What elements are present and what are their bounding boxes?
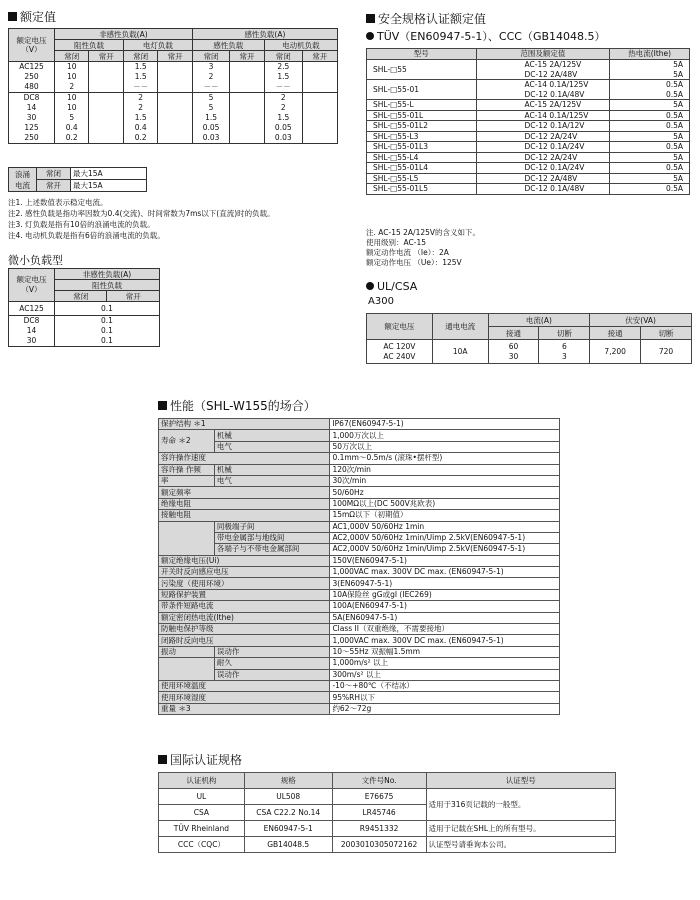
cert-model-all: 适用于记载在SHL上的所有型号。 bbox=[426, 821, 615, 837]
perf-label: 接触电阻 bbox=[159, 510, 330, 521]
perf-value: 150V(EN60947-5-1) bbox=[330, 555, 560, 566]
safety-model: SHL-□55 bbox=[367, 60, 477, 80]
safety-range bbox=[476, 60, 610, 80]
safety-ithe bbox=[610, 110, 690, 121]
perf-sublabel: 带电金属部与地线间 bbox=[214, 532, 330, 543]
ul-col-make: 接通 bbox=[488, 327, 539, 340]
micro-col-voltage: 额定电压 （V） bbox=[9, 269, 55, 302]
col-ithe: 热电流(Ithe) bbox=[610, 49, 690, 60]
cert-org: UL bbox=[159, 789, 245, 805]
safety-row bbox=[367, 131, 690, 142]
perf-label: 绝缘电阻 bbox=[159, 498, 330, 509]
perf-label: 保护结构 ＊1 bbox=[159, 419, 330, 430]
safety-model: SHL-□55-01L2 bbox=[367, 121, 477, 132]
perf-row bbox=[159, 589, 560, 600]
inrush-no: 常开 bbox=[37, 180, 71, 192]
perf-value: 120次/min bbox=[330, 464, 560, 475]
ac-col-4: 3 2 －－ bbox=[192, 62, 229, 93]
safety-subtitle: TÜV（EN60947-5-1）、CCC（GB14048.5） bbox=[366, 30, 606, 44]
perf-title: 性能（SHL-W155的场合） bbox=[158, 399, 316, 413]
safety-range bbox=[476, 163, 610, 174]
safety-row bbox=[367, 100, 690, 111]
micro-col-nc: 常闭 bbox=[55, 291, 107, 302]
safety-note-2: 使用级别：AC-15 bbox=[366, 238, 426, 247]
perf-label: 使用环境湿度 bbox=[159, 692, 330, 703]
col-inductive: 感性负载(A) bbox=[192, 29, 337, 40]
ul-col-amp: 电流(A) bbox=[488, 314, 590, 327]
perf-row bbox=[159, 646, 560, 657]
ul-col-va: 伏安(VA) bbox=[590, 314, 692, 327]
ul-col-current: 通电电流 bbox=[432, 314, 488, 340]
safety-table bbox=[366, 48, 690, 195]
perf-label: 重量 ＊3 bbox=[159, 703, 330, 714]
col-resistive: 阻性负载 bbox=[55, 40, 124, 51]
inrush-table-wrap bbox=[8, 167, 147, 192]
safety-range bbox=[476, 100, 610, 111]
square-bullet-icon bbox=[158, 401, 167, 410]
perf-sublabel: 机械 bbox=[214, 430, 330, 441]
perf-value: 约62～72g bbox=[330, 703, 560, 714]
perf-row bbox=[159, 601, 560, 612]
perf-value: 100MΩ以上(DC 500V兆欧表) bbox=[330, 498, 560, 509]
col-no: 常开 bbox=[158, 51, 192, 62]
perf-sublabel: 误动作 bbox=[214, 646, 330, 657]
perf-sublabel: 耐久 bbox=[214, 658, 330, 669]
cert-std: EN60947-5-1 bbox=[244, 821, 332, 837]
perf-value: 100A(EN60947-5-1) bbox=[330, 601, 560, 612]
perf-label: 额定频率 bbox=[159, 487, 330, 498]
perf-row bbox=[159, 567, 560, 578]
cert-title: 国际认证规格 bbox=[158, 753, 242, 767]
note-4: 注4. 电动机负载是指有6倍的浪涌电流的负载。 bbox=[8, 231, 165, 240]
safety-range-line: DC-12 2A/24V bbox=[524, 131, 578, 141]
ul-col-make: 接通 bbox=[590, 327, 641, 340]
perf-label: 率 bbox=[159, 475, 215, 486]
safety-ithe bbox=[610, 152, 690, 163]
safety-model: SHL-□55-01L4 bbox=[367, 163, 477, 174]
ac-col-6: 2.5 1.5 －－ bbox=[264, 62, 302, 93]
perf-row bbox=[159, 669, 560, 680]
safety-ithe bbox=[610, 121, 690, 132]
perf-row bbox=[159, 430, 560, 441]
perf-table-wrap bbox=[158, 418, 560, 715]
perf-value: 300m/s² 以上 bbox=[330, 669, 560, 680]
cert-table-wrap bbox=[158, 772, 616, 853]
perf-row bbox=[159, 544, 560, 555]
perf-label bbox=[159, 658, 215, 681]
dc-col-2: 2 2 1.5 0.4 0.2 bbox=[123, 93, 157, 144]
micro-dc-values: 0.1 0.1 0.1 bbox=[55, 316, 160, 347]
perf-sublabel: 电气 bbox=[214, 441, 330, 452]
cert-std: UL508 bbox=[244, 789, 332, 805]
perf-label: 使用环境温度 bbox=[159, 680, 330, 691]
square-bullet-icon bbox=[8, 12, 17, 21]
rated-table bbox=[8, 28, 338, 144]
rated-notes bbox=[8, 197, 275, 241]
perf-value: 50/60Hz bbox=[330, 487, 560, 498]
note-3: 注3. 灯负载是指有10倍的浪涌电流的负载。 bbox=[8, 220, 155, 229]
safety-model: SHL-□55-L4 bbox=[367, 152, 477, 163]
safety-range bbox=[476, 131, 610, 142]
ac-col-0: 10 10 2 bbox=[55, 62, 89, 93]
perf-value: 95%RH以下 bbox=[330, 692, 560, 703]
col-no: 常开 bbox=[89, 51, 123, 62]
col-range: 范围及额定值 bbox=[476, 49, 610, 60]
safety-model: SHL-□55-01L5 bbox=[367, 184, 477, 195]
perf-value: 50万次以上 bbox=[330, 441, 560, 452]
safety-range-line: AC-15 2A/125V bbox=[524, 100, 582, 109]
safety-ithe-line: 0.5A bbox=[665, 110, 683, 120]
perf-row bbox=[159, 419, 560, 430]
safety-ithe-line: 0.5A bbox=[665, 184, 683, 193]
safety-ithe bbox=[610, 60, 690, 80]
safety-model: SHL-□55-L3 bbox=[367, 131, 477, 142]
perf-sublabel: 各端子与不带电金属部间 bbox=[214, 544, 330, 555]
ac-col-1 bbox=[89, 62, 123, 93]
perf-label: 污染度（使用环境） bbox=[159, 578, 330, 589]
ul-table-wrap bbox=[366, 313, 692, 364]
ul-col-break: 切断 bbox=[539, 327, 590, 340]
safety-row bbox=[367, 110, 690, 121]
perf-row bbox=[159, 475, 560, 486]
ul-va-make: 7,200 bbox=[590, 340, 641, 364]
ul-volts: AC 120V AC 240V bbox=[367, 340, 433, 364]
micro-col-no: 常开 bbox=[107, 291, 160, 302]
dc-col-3 bbox=[158, 93, 192, 144]
perf-value: 3(EN60947-5-1) bbox=[330, 578, 560, 589]
micro-table bbox=[8, 268, 160, 347]
cert-org: CCC（CQC） bbox=[159, 837, 245, 853]
perf-value: 1,000VAC max. 300V DC max. (EN60947-5-1) bbox=[330, 567, 560, 578]
inrush-label: 浪涌 电流 bbox=[9, 168, 37, 192]
col-model: 型号 bbox=[367, 49, 477, 60]
ul-title: UL/CSA bbox=[366, 280, 417, 294]
note-1: 注1. 上述数值表示稳定电流。 bbox=[8, 198, 108, 207]
safety-range-line: DC-12 0.1A/48V bbox=[524, 89, 585, 99]
perf-row bbox=[159, 510, 560, 521]
perf-value: 10A保险丝 gG或gI (IEC269) bbox=[330, 589, 560, 600]
perf-label: 闭路时反向电压 bbox=[159, 635, 330, 646]
safety-range bbox=[476, 80, 610, 100]
micro-dc-voltage: DC8 14 30 bbox=[9, 316, 55, 347]
dc-col-5 bbox=[230, 93, 264, 144]
safety-row bbox=[367, 80, 690, 100]
safety-ithe-line: 5A bbox=[673, 131, 683, 141]
perf-label: 寿命 ＊2 bbox=[159, 430, 215, 453]
perf-row bbox=[159, 624, 560, 635]
rated-title: 额定值 bbox=[8, 10, 56, 24]
perf-label: 振动 bbox=[159, 646, 215, 657]
square-bullet-icon bbox=[158, 755, 167, 764]
dc-col-1 bbox=[89, 93, 123, 144]
col-induct: 感性负载 bbox=[192, 40, 264, 51]
perf-value: 1,000m/s² 以上 bbox=[330, 658, 560, 669]
safety-range bbox=[476, 110, 610, 121]
cert-std: CSA C22.2 No.14 bbox=[244, 805, 332, 821]
micro-ac-value: 0.1 bbox=[55, 302, 160, 316]
perf-row bbox=[159, 658, 560, 669]
perf-sublabel: 机械 bbox=[214, 464, 330, 475]
safety-note-1: 注. AC-15 2A/125V的含义如下。 bbox=[366, 228, 481, 237]
perf-value: -10～+80℃（不结冰） bbox=[330, 680, 560, 691]
perf-label bbox=[159, 521, 215, 555]
safety-ithe-line: 0.5A bbox=[665, 121, 683, 130]
col-noninductive: 非感性负载(A) bbox=[55, 29, 193, 40]
bullet-dot-icon bbox=[366, 32, 374, 40]
perf-row bbox=[159, 453, 560, 464]
perf-sublabel: 误动作 bbox=[214, 669, 330, 680]
inrush-nc-value: 最大15A bbox=[71, 168, 147, 180]
cert-col-org: 认证机构 bbox=[159, 773, 245, 789]
perf-label: 带条件短路电流 bbox=[159, 601, 330, 612]
safety-ithe bbox=[610, 100, 690, 111]
perf-row bbox=[159, 635, 560, 646]
ul-amp-break: 6 3 bbox=[539, 340, 590, 364]
rated-table-wrap bbox=[8, 28, 338, 144]
safety-model: SHL-□55-01L3 bbox=[367, 142, 477, 153]
ac-col-5 bbox=[230, 62, 264, 93]
cert-model-general: 适用于316页记载的一般型。 bbox=[426, 789, 615, 821]
safety-row bbox=[367, 121, 690, 132]
perf-value: 0.1mm～0.5m/s (滚珠•摆杆型) bbox=[330, 453, 560, 464]
cert-table bbox=[158, 772, 616, 853]
safety-ithe-line: 0.5A bbox=[665, 89, 683, 99]
ac-col-3 bbox=[158, 62, 192, 93]
ul-subtitle: A300 bbox=[368, 296, 394, 307]
ac-voltage-cell: AC125 250 480 bbox=[9, 62, 55, 93]
safety-ithe bbox=[610, 173, 690, 184]
safety-ithe-line: 5A bbox=[673, 69, 683, 79]
perf-value: 15mΩ以下（初期值） bbox=[330, 510, 560, 521]
micro-table-wrap bbox=[8, 268, 160, 347]
safety-table-wrap bbox=[366, 48, 690, 195]
safety-range-line: AC-14 0.1A/125V bbox=[524, 110, 589, 120]
micro-ac-voltage: AC125 bbox=[9, 302, 55, 316]
cert-org: CSA bbox=[159, 805, 245, 821]
col-rated-voltage: 额定电压 （V） bbox=[9, 29, 55, 62]
cert-file: LR45746 bbox=[332, 805, 426, 821]
safety-ithe-line: 5A bbox=[673, 152, 683, 162]
perf-row bbox=[159, 498, 560, 509]
cert-col-file: 文件号No. bbox=[332, 773, 426, 789]
safety-ithe-line: 0.5A bbox=[665, 80, 683, 89]
bullet-dot-icon bbox=[366, 282, 374, 290]
cert-file: R9451332 bbox=[332, 821, 426, 837]
safety-row bbox=[367, 163, 690, 174]
square-bullet-icon bbox=[366, 14, 375, 23]
safety-range-line: DC-12 2A/48V bbox=[524, 69, 578, 79]
safety-range-line: DC-12 0.1A/24V bbox=[524, 163, 585, 172]
safety-ithe bbox=[610, 142, 690, 153]
safety-row bbox=[367, 184, 690, 195]
ac-col-2: 1.5 1.5 －－ bbox=[123, 62, 157, 93]
dc-col-6: 2 2 1.5 0.05 0.03 bbox=[264, 93, 302, 144]
safety-range bbox=[476, 184, 610, 195]
perf-value: 5A(EN60947-5-1) bbox=[330, 612, 560, 623]
perf-label: 开关时反向感应电压 bbox=[159, 567, 330, 578]
perf-value: 30次/min bbox=[330, 475, 560, 486]
perf-row bbox=[159, 578, 560, 589]
note-2: 注2. 感性负载是指功率因数为0.4(交流)、时间常数为7ms以下(直流)时的负载。 bbox=[8, 209, 275, 218]
perf-row bbox=[159, 692, 560, 703]
perf-label: 额定绝缘电压(Ui) bbox=[159, 555, 330, 566]
perf-sublabel: 电气 bbox=[214, 475, 330, 486]
safety-ithe bbox=[610, 163, 690, 174]
perf-row bbox=[159, 464, 560, 475]
ac-col-7 bbox=[302, 62, 337, 93]
safety-range-line: DC-12 2A/24V bbox=[524, 152, 578, 162]
safety-ithe-line: 0.5A bbox=[665, 163, 683, 172]
safety-ithe bbox=[610, 131, 690, 142]
col-motor: 电动机负载 bbox=[264, 40, 337, 51]
safety-row bbox=[367, 173, 690, 184]
safety-range bbox=[476, 152, 610, 163]
safety-row bbox=[367, 142, 690, 153]
col-nc: 常闭 bbox=[192, 51, 229, 62]
safety-row bbox=[367, 60, 690, 80]
perf-row bbox=[159, 703, 560, 714]
cert-file: 2003010305072162 bbox=[332, 837, 426, 853]
safety-model: SHL-□55-01L bbox=[367, 110, 477, 121]
safety-notes bbox=[366, 228, 480, 268]
cert-file: E76675 bbox=[332, 789, 426, 805]
inrush-no-value: 最大15A bbox=[71, 180, 147, 192]
inrush-table bbox=[8, 167, 147, 192]
perf-value: AC2,000V 50/60Hz 1min/Uimp 2.5kV(EN60947-5-1) bbox=[330, 544, 560, 555]
safety-ithe bbox=[610, 80, 690, 100]
perf-value: 10～55Hz 双振幅1.5mm bbox=[330, 646, 560, 657]
col-no: 常开 bbox=[230, 51, 264, 62]
safety-range bbox=[476, 142, 610, 153]
ul-col-break: 切断 bbox=[641, 327, 692, 340]
perf-label: 短路保护装置 bbox=[159, 589, 330, 600]
micro-col-noninductive: 非感性负载(A) bbox=[55, 269, 160, 280]
micro-col-resistive: 阻性负载 bbox=[55, 280, 160, 291]
dc-voltage-cell: DC8 14 30 125 250 bbox=[9, 93, 55, 144]
ul-col-voltage: 额定电压 bbox=[367, 314, 433, 340]
perf-row bbox=[159, 521, 560, 532]
cert-col-model: 认证型号 bbox=[426, 773, 615, 789]
safety-range-line: DC-12 0.1A/48V bbox=[524, 184, 585, 193]
safety-range-line: AC-14 0.1A/125V bbox=[524, 80, 589, 89]
perf-label: 额定密闭热电流(Ithe) bbox=[159, 612, 330, 623]
micro-title: 微小负载型 bbox=[8, 254, 63, 267]
perf-table bbox=[158, 418, 560, 715]
perf-label: 容许操 作频 bbox=[159, 464, 215, 475]
perf-label: 容许操作速度 bbox=[159, 453, 330, 464]
safety-note-4: 额定动作电压 （Ue）：125V bbox=[366, 258, 462, 267]
safety-ithe-line: 5A bbox=[673, 60, 683, 69]
safety-range-line: DC-12 2A/48V bbox=[524, 173, 578, 183]
perf-row bbox=[159, 555, 560, 566]
safety-range-line: DC-12 0.1A/12V bbox=[524, 121, 585, 130]
perf-value: 1,000万次以上 bbox=[330, 430, 560, 441]
safety-note-3: 额定动作电流 （Ie）：2A bbox=[366, 248, 449, 257]
safety-model: SHL-□55-01 bbox=[367, 80, 477, 100]
perf-sublabel: 同极端子间 bbox=[214, 521, 330, 532]
safety-model: SHL-□55-L5 bbox=[367, 173, 477, 184]
dc-col-7 bbox=[302, 93, 337, 144]
safety-ithe-line: 0.5A bbox=[665, 142, 683, 151]
perf-value: AC1,000V 50/60Hz 1min bbox=[330, 521, 560, 532]
dc-col-0: 10 10 5 0.4 0.2 bbox=[55, 93, 89, 144]
ul-current: 10A bbox=[432, 340, 488, 364]
safety-range-line: AC-15 2A/125V bbox=[524, 60, 582, 69]
perf-value: AC2,000V 50/60Hz 1min/Uimp 2.5kV(EN60947-5-1) bbox=[330, 532, 560, 543]
safety-range bbox=[476, 121, 610, 132]
safety-ithe bbox=[610, 184, 690, 195]
perf-value: Class II（双重绝缘，不需要接地） bbox=[330, 624, 560, 635]
perf-value: IP67(EN60947-5-1) bbox=[330, 419, 560, 430]
safety-model: SHL-□55-L bbox=[367, 100, 477, 111]
safety-range-line: DC-12 0.1A/24V bbox=[524, 142, 585, 151]
perf-row bbox=[159, 487, 560, 498]
dc-col-4: 5 5 1.5 0.05 0.03 bbox=[192, 93, 229, 144]
col-nc: 常闭 bbox=[55, 51, 89, 62]
col-lamp: 电灯负载 bbox=[123, 40, 192, 51]
cert-col-std: 规格 bbox=[244, 773, 332, 789]
perf-row bbox=[159, 441, 560, 452]
perf-row bbox=[159, 680, 560, 691]
safety-row bbox=[367, 152, 690, 163]
ul-va-break: 720 bbox=[641, 340, 692, 364]
cert-model-inquire: 认证型号请垂询本公司。 bbox=[426, 837, 615, 853]
inrush-nc: 常闭 bbox=[37, 168, 71, 180]
ul-table bbox=[366, 313, 692, 364]
safety-title: 安全规格认证额定值 bbox=[366, 12, 486, 26]
safety-ithe-line: 5A bbox=[673, 100, 683, 109]
col-nc: 常闭 bbox=[264, 51, 302, 62]
col-no: 常开 bbox=[302, 51, 337, 62]
perf-value: 1,000VAC max. 300V DC max. (EN60947-5-1) bbox=[330, 635, 560, 646]
cert-org: TÜV Rheinland bbox=[159, 821, 245, 837]
safety-range bbox=[476, 173, 610, 184]
perf-row bbox=[159, 612, 560, 623]
safety-ithe-line: 5A bbox=[673, 173, 683, 183]
col-nc: 常闭 bbox=[123, 51, 157, 62]
ul-amp-make: 60 30 bbox=[488, 340, 539, 364]
cert-std: GB14048.5 bbox=[244, 837, 332, 853]
perf-row bbox=[159, 532, 560, 543]
perf-label: 防触电保护等级 bbox=[159, 624, 330, 635]
